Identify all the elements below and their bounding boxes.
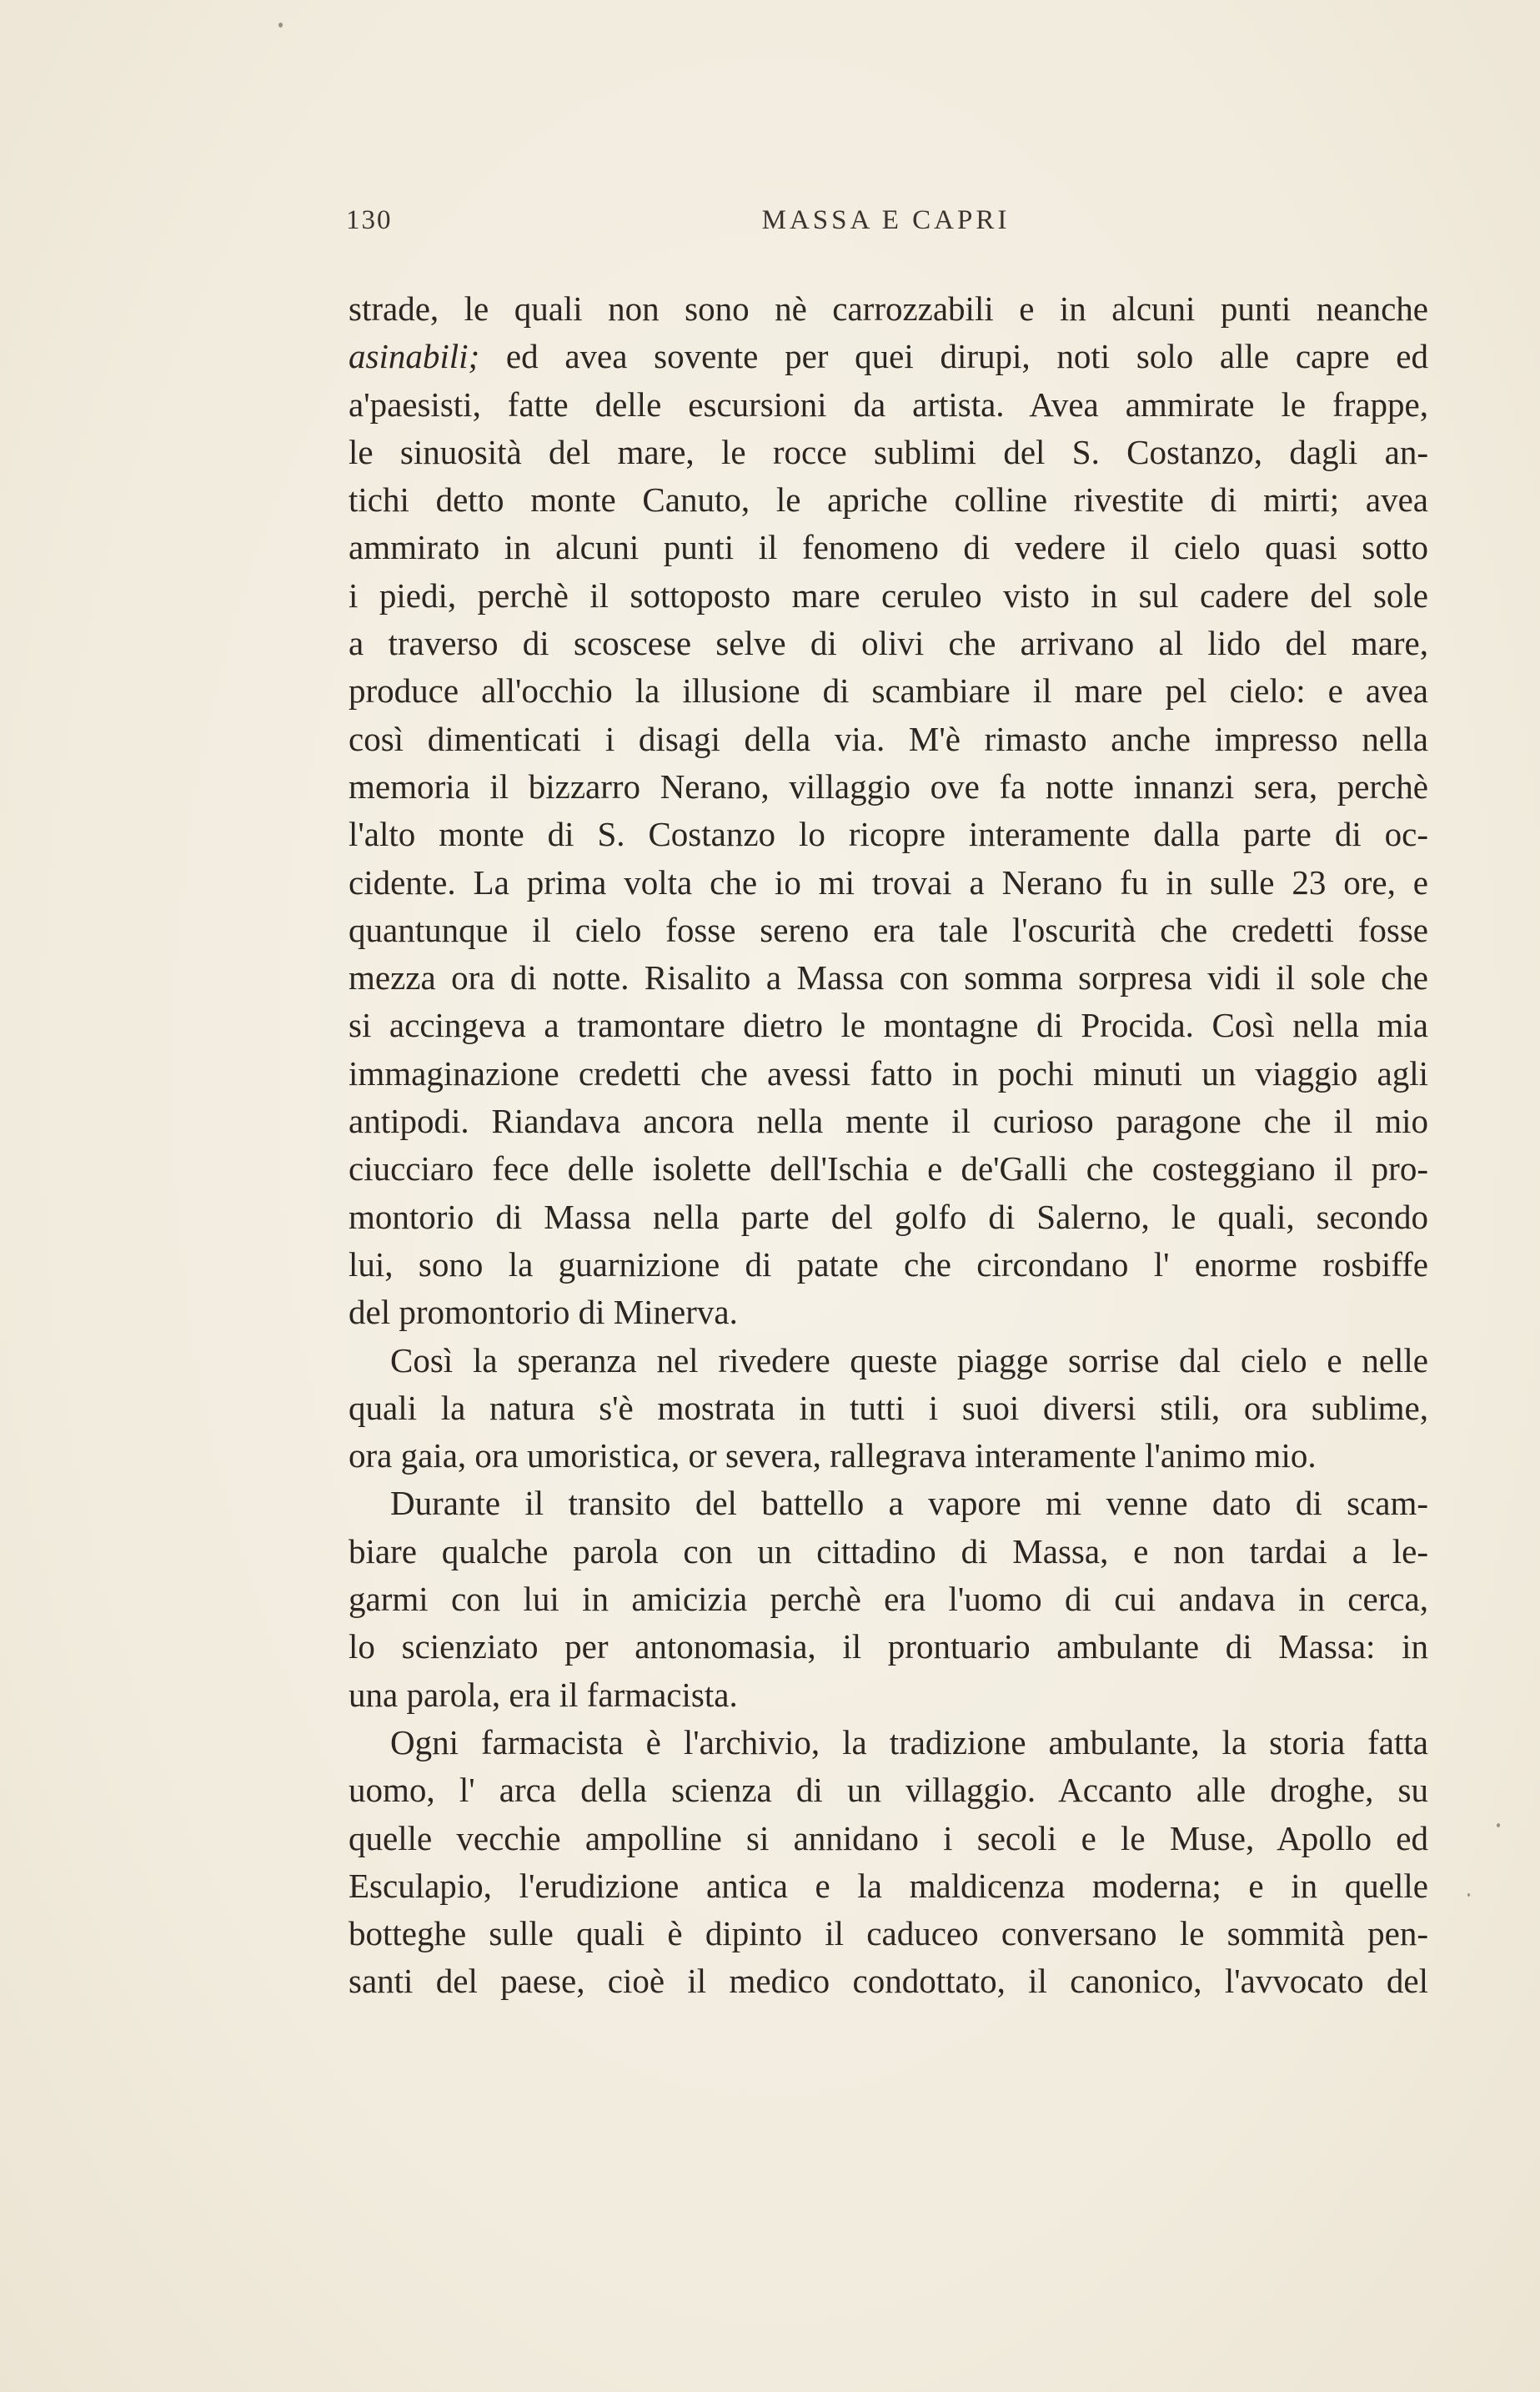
text-line: l'alto monte di S. Costanzo lo ricopre interamente dalla parte di oc- [349, 815, 1428, 854]
text-line: quantunque il cielo fosse sereno era tale l'oscurità che credetti fosse [349, 910, 1428, 949]
text-line: così dimenticati i disagi della via. M'è rimasto anche impresso nella [349, 719, 1428, 758]
paper-speck [1467, 1893, 1470, 1897]
paragraph-first-line: Ogni farmacista è l'archivio, la tradizione ambulante, la storia fatta [390, 1722, 1428, 1761]
text-line: botteghe sulle quali è dipinto il caduceo conversano le sommità pen- [349, 1914, 1428, 1953]
text-line: lo scienziato per antonomasia, il prontuario ambulante di Massa: in [349, 1627, 1428, 1666]
text-line: ciucciaro fece delle isolette dell'Ischia e de'Galli che costeggiano il pro- [349, 1149, 1428, 1188]
text-line: mezza ora di notte. Risalito a Massa con somma sorpresa vidi il sole che [349, 958, 1428, 998]
paragraph-end-line: del promontorio di Minerva. [349, 1293, 738, 1332]
text-line: tichi detto monte Canuto, le apriche colline rivestite di mirti; avea [349, 480, 1428, 520]
text-line-rest: ed avea sovente per quei dirupi, noti solo alle capre ed [505, 337, 1428, 376]
italic-word: asinabili; [349, 337, 480, 376]
paper-speck [278, 23, 283, 28]
text-line: produce all'occhio la illusione di scambiare il mare pel cielo: e avea [349, 671, 1428, 711]
text-line: a traverso di scoscese selve di olivi che arrivano al lido del mare, [349, 624, 1428, 663]
text-line: santi del paese, cioè il medico condottato, il canonico, l'avvocato del [349, 1962, 1428, 2001]
paragraph-first-line: Durante il transito del battello a vapore mi venne dato di scam- [390, 1484, 1428, 1523]
text-line: i piedi, perchè il sottoposto mare ceruleo visto in sul cadere del sole [349, 575, 1428, 615]
text-line [349, 333, 1428, 380]
paragraph-first-line: Così la speranza nel rivedere queste piagge sorrise dal cielo e nelle [390, 1340, 1428, 1379]
body-text [349, 285, 1428, 2006]
text-line: quelle vecchie ampolline si annidano i secoli e le Muse, Apollo ed [349, 1818, 1428, 1857]
text-line: montorio di Massa nella parte del golfo di Salerno, le quali, secondo [349, 1197, 1428, 1236]
text-line: ammirato in alcuni punti il fenomeno di vedere il cielo quasi sotto [349, 528, 1428, 567]
text-line: immaginazione credetti che avessi fatto in pochi minuti un viaggio agli [349, 1053, 1428, 1093]
text-line: biare qualche parola con un cittadino di Massa, e non tardai a le- [349, 1531, 1428, 1570]
header-title: MASSA E CAPRI [761, 205, 1011, 235]
text-line: le sinuosità del mare, le rocce sublimi del S. Costanzo, dagli an- [349, 432, 1428, 471]
running-head [346, 197, 1426, 247]
text-line: memoria il bizzarro Nerano, villaggio ove fa notte innanzi sera, perchè [349, 766, 1428, 806]
paragraph-end-line: una parola, era il farmacista. [349, 1675, 738, 1714]
text-line: uomo, l' arca della scienza di un villaggio. Accanto alle droghe, su [349, 1771, 1428, 1810]
text-line: cidente. La prima volta che io mi trovai a Nerano fu in sulle 23 ore, e [349, 862, 1428, 902]
text-line: a'paesisti, fatte delle escursioni da artista. Avea ammirate le frappe, [349, 384, 1428, 424]
page-number: 130 [346, 205, 393, 235]
text-line: antipodi. Riandava ancora nella mente il curioso paragone che il mio [349, 1102, 1428, 1141]
text-line: garmi con lui in amicizia perchè era l'uomo di cui andava in cerca, [349, 1580, 1428, 1619]
text-line: strade, le quali non sono nè carrozzabili e in alcuni punti neanche [349, 289, 1428, 328]
text-line: si accingeva a tramontare dietro le montagne di Procida. Così nella mia [349, 1006, 1428, 1045]
text-line: lui, sono la guarnizione di patate che circondano l' enorme rosbiffe [349, 1244, 1428, 1284]
text-line: Esculapio, l'erudizione antica e la maldicenza moderna; e in quelle [349, 1866, 1428, 1905]
paper-speck [1497, 1823, 1500, 1827]
paragraph-end-line: ora gaia, ora umoristica, or severa, rallegrava interamente l'animo mio. [349, 1436, 1317, 1475]
text-line: quali la natura s'è mostrata in tutti i suoi diversi stili, ora sublime, [349, 1388, 1428, 1427]
